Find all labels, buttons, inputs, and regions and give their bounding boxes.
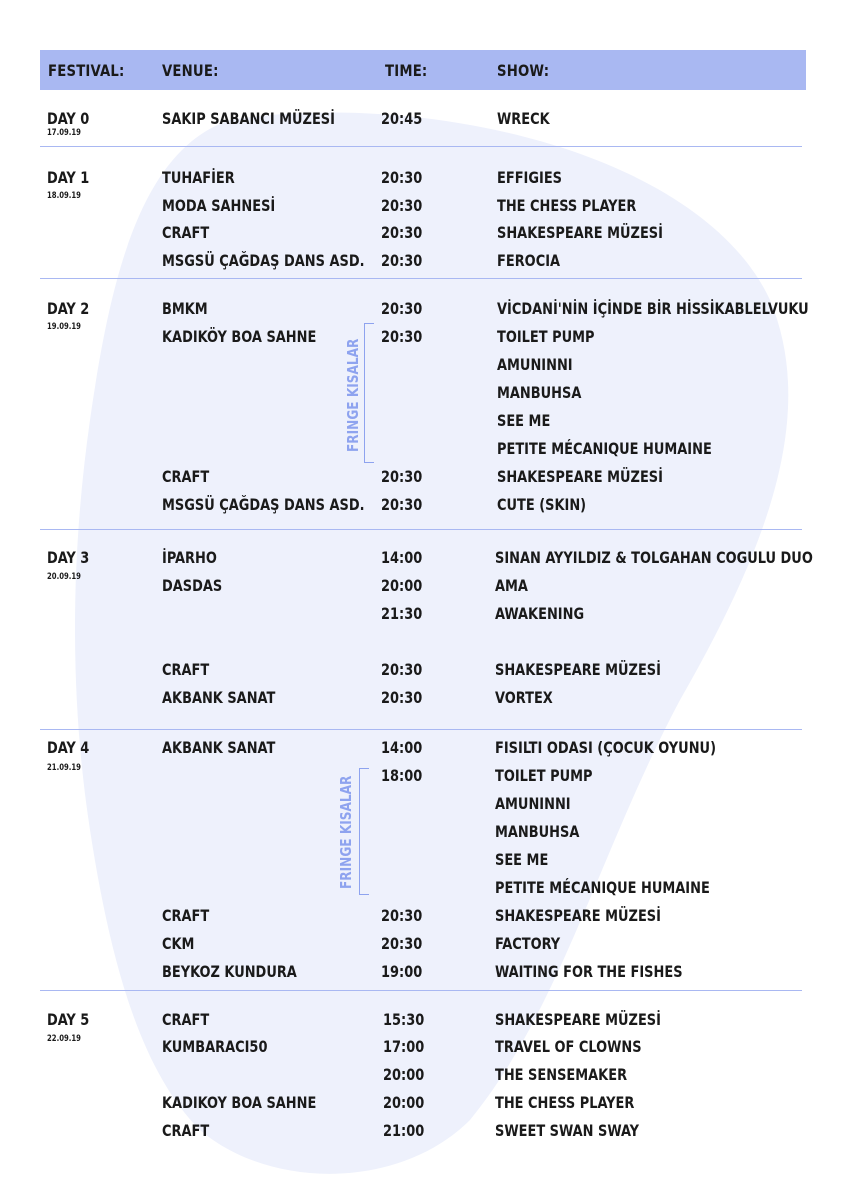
venue-cell: KADIKOY BOA SAHNE — [162, 1093, 317, 1112]
day-separator — [40, 529, 802, 530]
show-cell: SHAKESPEARE MÜZESİ — [495, 1010, 661, 1029]
show-cell: PETITE MÉCANIQUE HUMAINE — [497, 439, 712, 458]
venue-cell: AKBANK SANAT — [162, 688, 276, 707]
show-cell: AMUNINNI — [495, 794, 571, 813]
time-cell: 20:00 — [383, 1065, 425, 1084]
show-cell: SEE ME — [497, 411, 551, 430]
venue-cell: MSGSÜ ÇAĞDAŞ DANS ASD. — [162, 495, 365, 514]
show-cell: SHAKESPEARE MÜZESİ — [495, 906, 661, 925]
fringe-bracket — [364, 323, 374, 463]
time-cell: 20:45 — [381, 109, 423, 128]
time-cell: 18:00 — [381, 766, 423, 785]
show-cell: FEROCIA — [497, 251, 561, 270]
time-cell: 14:00 — [381, 548, 423, 567]
show-cell: WAITING FOR THE FISHES — [495, 962, 683, 981]
time-cell: 20:30 — [381, 906, 423, 925]
show-cell: TOILET PUMP — [495, 766, 593, 785]
day-separator — [40, 146, 802, 147]
time-cell: 15:30 — [383, 1010, 425, 1029]
venue-cell: DASDAS — [162, 576, 223, 595]
time-cell: 20:30 — [381, 168, 423, 187]
time-cell: 20:30 — [381, 251, 423, 270]
show-cell: THE CHESS PLAYER — [495, 1093, 635, 1112]
fringe-label: FRINGE KISALAR — [344, 338, 362, 452]
time-cell: 21:00 — [383, 1121, 425, 1140]
venue-cell: CRAFT — [162, 467, 210, 486]
show-cell: FISILTI ODASI (ÇOCUK OYUNU) — [495, 738, 716, 757]
time-cell: 20:00 — [381, 576, 423, 595]
time-cell: 20:30 — [381, 934, 423, 953]
show-cell: SINAN AYYILDIZ & TOLGAHAN COGULU DUO — [495, 548, 813, 567]
fringe-bracket — [359, 768, 369, 895]
show-cell: VİCDANİ'NİN İÇİNDE BİR HİSSİKABLELVUKU — [497, 299, 809, 318]
time-cell: 20:30 — [381, 660, 423, 679]
show-cell: SWEET SWAN SWAY — [495, 1121, 640, 1140]
show-cell: CUTE (SKIN) — [497, 495, 587, 514]
show-cell: THE SENSEMAKER — [495, 1065, 628, 1084]
day-label: DAY 3 — [47, 548, 90, 567]
day-label: DAY 0 — [47, 109, 90, 128]
header-venue: VENUE: — [162, 61, 219, 80]
day-label: DAY 5 — [47, 1010, 90, 1029]
venue-cell: CRAFT — [162, 1010, 210, 1029]
show-cell: VORTEX — [495, 688, 553, 707]
time-cell: 17:00 — [383, 1037, 425, 1056]
venue-cell: SAKIP SABANCI MÜZESİ — [162, 109, 335, 128]
venue-cell: MSGSÜ ÇAĞDAŞ DANS ASD. — [162, 251, 365, 270]
venue-cell: AKBANK SANAT — [162, 738, 276, 757]
venue-cell: CRAFT — [162, 660, 210, 679]
show-cell: SHAKESPEARE MÜZESİ — [495, 660, 661, 679]
venue-cell: BMKM — [162, 299, 208, 318]
show-cell: MANBUHSA — [497, 383, 582, 402]
show-cell: EFFIGIES — [497, 168, 563, 187]
show-cell: THE CHESS PLAYER — [497, 196, 637, 215]
venue-cell: MODA SAHNESİ — [162, 196, 276, 215]
venue-cell: KUMBARACI50 — [162, 1037, 268, 1056]
header-festival: FESTIVAL: — [48, 61, 125, 80]
day-separator — [40, 990, 802, 991]
time-cell: 20:30 — [381, 299, 423, 318]
day-label: DAY 1 — [47, 168, 90, 187]
day-label: DAY 2 — [47, 299, 90, 318]
time-cell: 19:00 — [381, 962, 423, 981]
show-cell: SHAKESPEARE MÜZESİ — [497, 467, 663, 486]
day-label: DAY 4 — [47, 738, 90, 757]
time-cell: 14:00 — [381, 738, 423, 757]
show-cell: TRAVEL OF CLOWNS — [495, 1037, 642, 1056]
day-date: 18.09.19 — [47, 191, 81, 201]
venue-cell: TUHAFİER — [162, 168, 235, 187]
venue-cell: İPARHO — [162, 548, 217, 567]
show-cell: PETITE MÉCANIQUE HUMAINE — [495, 878, 710, 897]
show-cell: SHAKESPEARE MÜZESİ — [497, 223, 663, 242]
show-cell: SEE ME — [495, 850, 549, 869]
time-cell: 20:30 — [381, 223, 423, 242]
header-show: SHOW: — [497, 61, 550, 80]
show-cell: MANBUHSA — [495, 822, 580, 841]
show-cell: AMUNINNI — [497, 355, 573, 374]
venue-cell: CRAFT — [162, 223, 210, 242]
show-cell: AWAKENING — [495, 604, 585, 623]
time-cell: 20:30 — [381, 467, 423, 486]
time-cell: 21:30 — [381, 604, 423, 623]
day-date: 19.09.19 — [47, 322, 81, 332]
fringe-label: FRINGE KISALAR — [337, 775, 355, 889]
time-cell: 20:30 — [381, 688, 423, 707]
venue-cell: CRAFT — [162, 906, 210, 925]
show-cell: AMA — [495, 576, 528, 595]
time-cell: 20:30 — [381, 196, 423, 215]
day-separator — [40, 278, 802, 279]
time-cell: 20:30 — [381, 495, 423, 514]
header-time: TIME: — [385, 61, 428, 80]
venue-cell: BEYKOZ KUNDURA — [162, 962, 297, 981]
show-cell: TOILET PUMP — [497, 327, 595, 346]
day-date: 21.09.19 — [47, 763, 81, 773]
time-cell: 20:30 — [381, 327, 423, 346]
time-cell: 20:00 — [383, 1093, 425, 1112]
day-separator — [40, 729, 802, 730]
venue-cell: CRAFT — [162, 1121, 210, 1140]
show-cell: FACTORY — [495, 934, 561, 953]
venue-cell: KADIKÖY BOA SAHNE — [162, 327, 317, 346]
venue-cell: CKM — [162, 934, 195, 953]
day-date: 17.09.19 — [47, 128, 81, 138]
show-cell: WRECK — [497, 109, 550, 128]
day-date: 20.09.19 — [47, 572, 81, 582]
day-date: 22.09.19 — [47, 1034, 81, 1044]
